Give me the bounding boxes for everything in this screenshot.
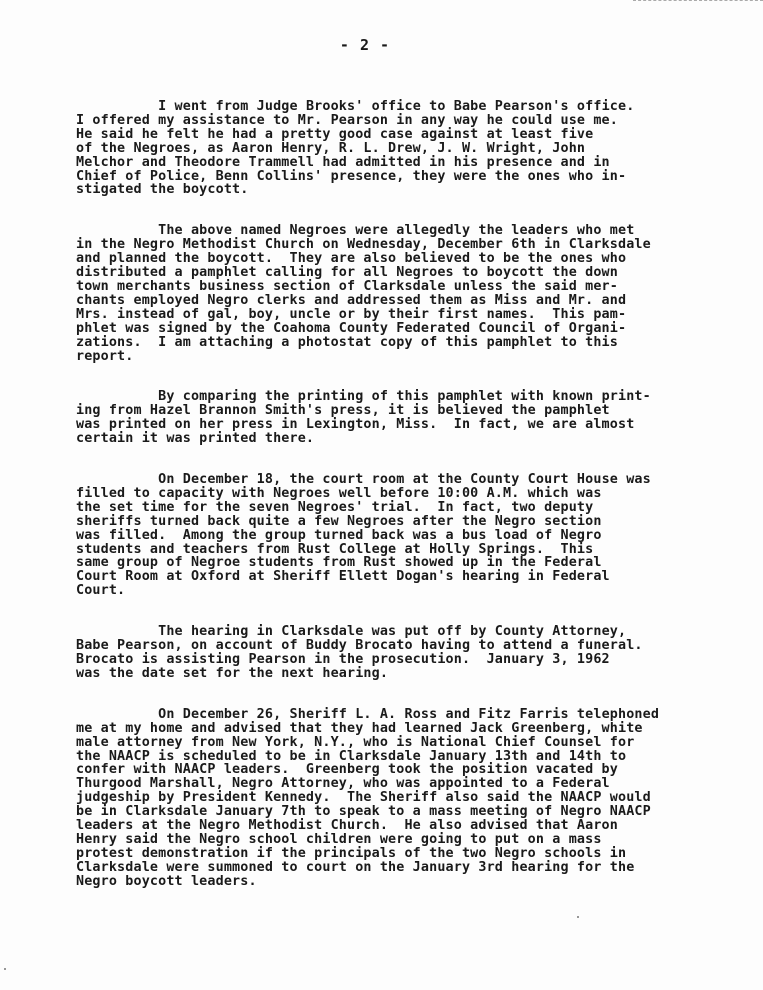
scan-edge-mark (633, 0, 763, 4)
page-number: - 2 - (339, 36, 391, 54)
paragraph-2: The above named Negroes were allegedly the leaders who met in the Negro Methodist Church on Wednesday, December 6th in Clarksdale and planned the boycott. They are also believed to be the ones who distributed a pamphlet calling for all Negroes to boycott the down town merchants business section of Clarksdale unless the said mer- chants employed Negro clerks and addressed them as Miss and Mr. and Mrs. instead of gal, boy, uncle or by their first names. This pam- phlet was signed by the Coahoma County Federated Council of Organi- zations. I am attaching a photostat copy of this pamphlet to this report. (76, 223, 651, 364)
paragraph-4: On December 18, the court room at the County Court House was filled to capacity with Negroes well before 10:00 A.M. which was the set time for the seven Negroes' trial. In fact, two deputy sheriffs turned back quite a few Negroes after the Negro section was filled. Among the group turned back was a bus load of Negro students and teachers from Rust College at Holly Springs. This same group of Negroe students from Rust showed up in the Federal Court Room at Oxford at Sheriff Ellett Dogan's hearing in Federal Court. (76, 472, 651, 599)
paragraph-1: I went from Judge Brooks' office to Babe Pearson's office. I offered my assistance to Mr. Pearson in any way he could use me. He said he felt he had a pretty good case against at least five of the Negroes, as Aaron Henry, R. L. Drew, J. W. Wright, John Melchor and Theodore Trammell had admitted in his presence and in Chief of Police, Benn Collins' presence, they were the ones who in- stigated the boycott. (76, 99, 635, 198)
paragraph-3: By comparing the printing of this pamphlet with known print- ing from Hazel Brannon Smith's press, it is believed the pamphlet was printed on her press in Lexington, Miss. In fact, we are almost certain it was printed there. (76, 389, 651, 447)
paragraph-6: On December 26, Sheriff L. A. Ross and Fitz Farris telephoned me at my home and advised that they had learned Jack Greenberg, white male attorney from New York, N.Y., who is National Chief Counsel for the NAACP is scheduled to be in Clarksdale January 13th and 14th to confer with NAACP leaders. Greenberg took the position vacated by Thurgood Marshall, Negro Attorney, who was appointed to a Federal judgeship by President Kennedy. The Sheriff also said the NAACP would be in Clarksdale January 7th to speak to a mass meeting of Negro NAACP leaders at the Negro Methodist Church. He also advised that Aaron Henry said the Negro school children were going to put on a mass protest demonstration if the principals of the two Negro schools in Clarksdale were summoned to court on the January 3rd hearing for the Negro boycott leaders. (76, 706, 660, 889)
paragraph-5: The hearing in Clarksdale was put off by County Attorney, Babe Pearson, on account of Buddy Brocato having to attend a funeral. Brocato is assisting Pearson in the prosecution. January 3, 1962 was the date set for the next hearing. (76, 624, 643, 681)
scan-speck (4, 968, 6, 970)
document-body (76, 100, 716, 889)
scan-speck (577, 916, 579, 918)
